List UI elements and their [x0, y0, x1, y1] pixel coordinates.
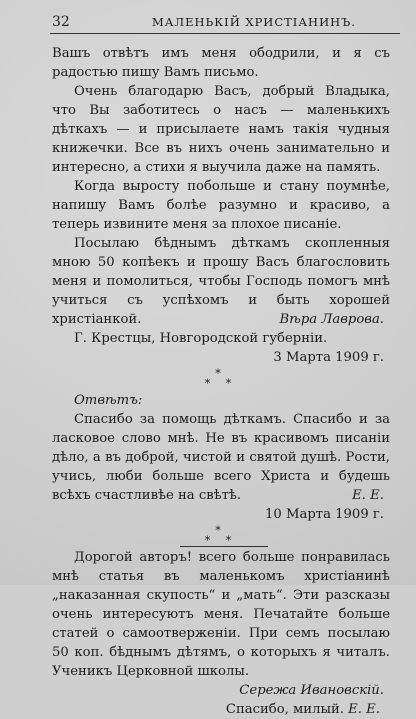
section-divider-stars — [52, 369, 390, 389]
letter1-place: Г. Крестцы, Новгородской губерніи. — [74, 331, 328, 346]
letter2-reply-initials: Е. Е. — [348, 702, 380, 717]
letter1-date: 3 Марта 1909 г. — [273, 350, 384, 365]
answer1-text — [52, 410, 390, 505]
answer1-title: Отвѣтъ: — [74, 393, 143, 408]
header-rule — [50, 33, 400, 34]
letter1-paragraph-2: Очень благодарю Васъ, добрый Владыка, что Вы заботитесь о насъ — маленькихъ дѣткахъ — и присылаете намъ такія чудныя книжечки. Все въ нихъ очень занимательно и интересно, а стихи я выучила даже на память. — [52, 84, 390, 175]
letter1-paragraph-1: Вашъ отвѣтъ имъ меня ободрили, и я съ радостью пишу Вамъ письмо. — [52, 46, 390, 80]
star-top: * — [215, 367, 227, 380]
letter2-reply — [52, 700, 380, 719]
page-header — [52, 12, 400, 32]
section-divider-stars-2 — [52, 526, 390, 546]
letter2-signature: Сережа Ивановскій. — [239, 683, 384, 698]
star-top-2: * — [215, 524, 227, 537]
running-title: МАЛЕНЬКІЙ ХРИСТІАНИНЪ. — [152, 15, 356, 29]
closing-rule — [180, 546, 268, 547]
answer1-date: 10 Марта 1909 г. — [265, 507, 384, 522]
letter1-paragraph-3: Когда выросту побольше и стану поумнѣе, напишу Вамъ болѣе разумно и красиво, а теперь извините меня за плохое писаніе. — [52, 179, 390, 232]
letter1-paragraph-4 — [52, 234, 390, 329]
letter2-body: Дорогой авторъ! всего больше понравилась мнѣ статья въ маленькомъ христіанинѣ „наказанная скупость“ и „мать“. Эти разсказы очень интересуютъ меня. Печатайте больше статей о самоотверженіи. При семъ посылаю 50 коп. бѣднымъ дѣтямъ, о которыхъ я читалъ. Ученикъ Церковной школы. — [52, 550, 390, 679]
star-bottom-pair: * * — [204, 377, 238, 390]
answer1-body: Спасибо за помощь дѣткамъ. Спасибо и за ласковое слово мнѣ. Не въ красивомъ писаніи дѣло, а въ доброй, чистой и святой душѣ. Рости, учись, люби больше всего Христа и будешь всѣхъ счастливѣе на свѣтѣ. — [52, 412, 390, 503]
answer1-initials: Е. Е. — [352, 488, 384, 503]
letter2-reply-text: Спасибо, милый. — [225, 702, 344, 717]
page-number: 32 — [52, 14, 70, 30]
star-bottom-pair-2: * * — [204, 534, 238, 547]
letter1-paragraph-4-text: Посылаю бѣднымъ дѣткамъ скопленныя мною 50 копѣекъ и прошу Васъ благословить меня и помолиться, чтобы Господь помогъ мнѣ учиться съ успѣхомъ и быть хорошей христіанкой. — [52, 236, 390, 327]
letter2-text — [52, 548, 390, 698]
letter1-signature: Вѣра Лаврова. — [279, 312, 384, 327]
page-body — [52, 44, 390, 719]
